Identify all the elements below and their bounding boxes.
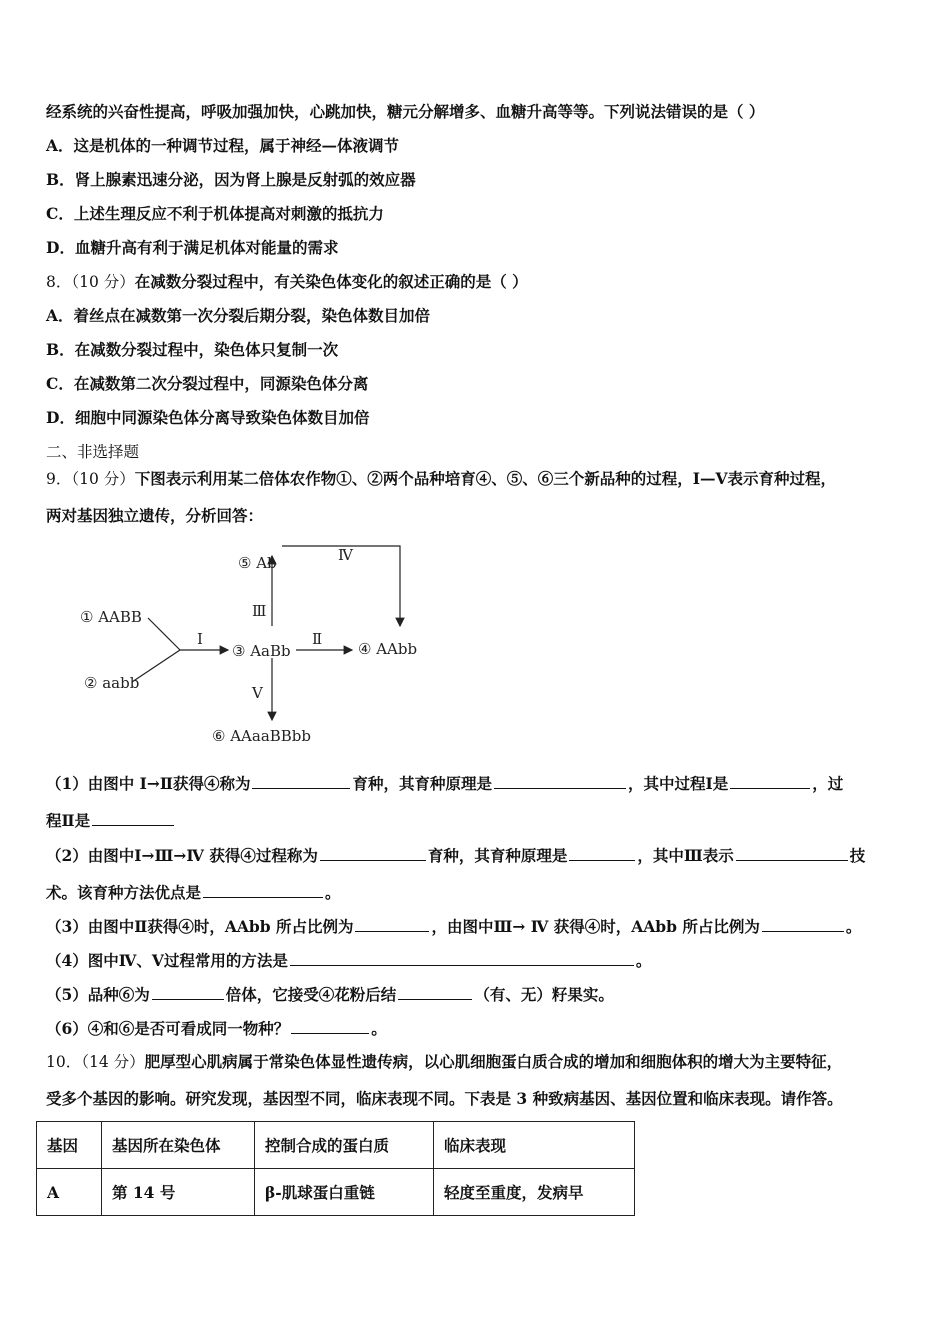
text: 。 [635, 951, 652, 970]
table-header-row [37, 1122, 635, 1169]
table-cell: A [37, 1169, 102, 1216]
option-text: 着丝点在减数第一次分裂后期分裂，染色体数目加倍 [73, 306, 431, 325]
question-text: 下图表示利用某二倍体农作物①、②两个品种培育④、⑤、⑥三个新品种的过程，Ⅰ—Ⅴ表示育种过程， [134, 469, 837, 488]
answer-blank[interactable] [252, 773, 350, 789]
q8-option-b[interactable] [46, 340, 338, 360]
answer-blank[interactable] [152, 984, 224, 1000]
node-4: ④ AAbb [358, 640, 418, 658]
process-label-2: Ⅱ [312, 630, 323, 648]
table-header: 基因 [37, 1122, 102, 1169]
text: ，其中过程Ⅰ是 [628, 774, 729, 793]
text: 倍体，它接受④花粉后结 [225, 985, 397, 1004]
text: ，由图中Ⅲ→ Ⅳ 获得④时，AAbb 所占比例为 [431, 917, 760, 936]
q8-option-a[interactable] [46, 306, 430, 326]
process-label-4: Ⅳ [338, 546, 353, 564]
option-text: 细胞中同源染色体分离导致染色体数目加倍 [74, 408, 370, 427]
option-text: 上述生理反应不利于机体提高对刺激的抵抗力 [73, 204, 384, 223]
answer-blank[interactable] [569, 845, 635, 861]
q7-option-a[interactable] [46, 136, 399, 156]
text: （有、无）籽果实。 [474, 985, 614, 1004]
option-letter: C． [46, 204, 74, 223]
text: （3）由图中Ⅱ获得④时，AAbb 所占比例为 [46, 917, 354, 936]
node-3: ③ AaBb [232, 642, 291, 660]
option-text: 在减数第二次分裂过程中，同源染色体分离 [73, 374, 369, 393]
option-letter: B． [46, 340, 75, 359]
table-header: 基因所在染色体 [102, 1122, 255, 1169]
gene-table [36, 1121, 635, 1216]
option-text: 血糖升高有利于满足机体对能量的需求 [74, 238, 339, 257]
q10-stem [46, 1052, 842, 1072]
q9-stem [46, 469, 836, 489]
text: ，过 [812, 774, 844, 793]
answer-blank[interactable] [355, 916, 429, 932]
text: 。 [845, 917, 862, 936]
process-label-1: Ⅰ [197, 630, 203, 648]
answer-blank[interactable] [736, 845, 848, 861]
q9-sub5 [46, 984, 614, 1005]
answer-blank[interactable] [291, 1018, 369, 1034]
q7-stem: 经系统的兴奋性提高，呼吸加强加快，心跳加快，糖元分解增多、血糖升高等等。下列说法错误的是（ ） [46, 102, 765, 121]
node-6: ⑥ AAaaBBbb [212, 727, 312, 745]
answer-blank[interactable] [203, 882, 323, 898]
text: （2）由图中Ⅰ→Ⅲ→Ⅳ 获得④过程称为 [46, 846, 318, 865]
question-number: 10．（14 分） [46, 1053, 145, 1071]
text: 技 [849, 846, 866, 865]
q9-sub4 [46, 950, 651, 971]
answer-blank[interactable] [730, 773, 810, 789]
question-number: 9．（10 分） [46, 470, 135, 488]
question-text: 在减数分裂过程中，有关染色体变化的叙述正确的是（ ） [134, 272, 528, 291]
process-label-3: Ⅲ [252, 602, 267, 620]
question-text: 肥厚型心肌病属于常染色体显性遗传病，以心肌细胞蛋白质合成的增加和细胞体积的增大为主要特征， [144, 1052, 843, 1071]
answer-blank[interactable] [92, 810, 174, 826]
node-2: ② aabb [84, 674, 140, 692]
option-text: 这是机体的一种调节过程，属于神经—体液调节 [73, 136, 400, 155]
text: 育种，其育种原理是 [427, 846, 568, 865]
text: 术。该育种方法优点是 [46, 883, 202, 902]
text: （5）品种⑥为 [46, 985, 150, 1004]
q7-option-b[interactable] [46, 170, 416, 190]
answer-blank[interactable] [762, 916, 844, 932]
table-cell: 第 14 号 [102, 1169, 255, 1216]
text: （4）图中Ⅳ、Ⅴ过程常用的方法是 [46, 951, 288, 970]
q8-stem [46, 272, 528, 292]
q8-option-c[interactable] [46, 374, 368, 394]
text: 育种，其育种原理是 [352, 774, 492, 793]
q8-option-d[interactable] [46, 408, 369, 428]
q9-sub6 [46, 1018, 387, 1039]
q9-sub2 [46, 845, 865, 866]
option-letter: A． [46, 136, 74, 155]
option-letter: A． [46, 306, 74, 325]
node-5: ⑤ Ab [238, 554, 277, 572]
q7-option-d[interactable] [46, 238, 338, 258]
cross-line-top [148, 618, 180, 650]
answer-blank[interactable] [398, 984, 472, 1000]
text: 。 [325, 883, 341, 902]
section-heading: 二、非选择题 [46, 443, 140, 461]
node-1: ① AABB [80, 608, 142, 626]
table-cell: β-肌球蛋白重链 [255, 1169, 434, 1216]
text: （6）④和⑥是否可看成同一物种？ [46, 1019, 290, 1038]
answer-blank[interactable] [290, 950, 634, 966]
option-letter: D． [46, 408, 75, 427]
q9-sub1 [46, 773, 843, 794]
q7-option-c[interactable] [46, 204, 384, 224]
process-label-5: Ⅴ [252, 684, 263, 702]
q9-sub1-cont [46, 810, 176, 831]
answer-blank[interactable] [494, 773, 626, 789]
table-row [37, 1169, 635, 1216]
table-cell: 轻度至重度，发病早 [434, 1169, 635, 1216]
q9-stem-line2: 两对基因独立遗传，分析回答： [46, 506, 264, 525]
question-number: 8．（10 分） [46, 273, 135, 291]
text: （1）由图中 Ⅰ→Ⅱ获得④称为 [46, 774, 251, 793]
table-header: 控制合成的蛋白质 [255, 1122, 434, 1169]
q9-sub3 [46, 916, 861, 937]
option-text: 肾上腺素迅速分泌，因为肾上腺是反射弧的效应器 [74, 170, 416, 189]
text: ，其中Ⅲ表示 [637, 846, 734, 865]
option-text: 在减数分裂过程中，染色体只复制一次 [74, 340, 339, 359]
breeding-diagram [70, 540, 430, 750]
table-header: 临床表现 [434, 1122, 635, 1169]
q10-stem-line2: 受多个基因的影响。研究发现，基因型不同，临床表现不同。下表是 3 种致病基因、基因位置和临床表现。请作答。 [46, 1089, 843, 1108]
option-letter: B． [46, 170, 75, 189]
q9-sub2-cont [46, 882, 341, 903]
text: 。 [371, 1019, 387, 1038]
option-letter: D． [46, 238, 75, 257]
text: 程Ⅱ是 [46, 811, 91, 830]
answer-blank[interactable] [320, 845, 426, 861]
option-letter: C． [46, 374, 74, 393]
